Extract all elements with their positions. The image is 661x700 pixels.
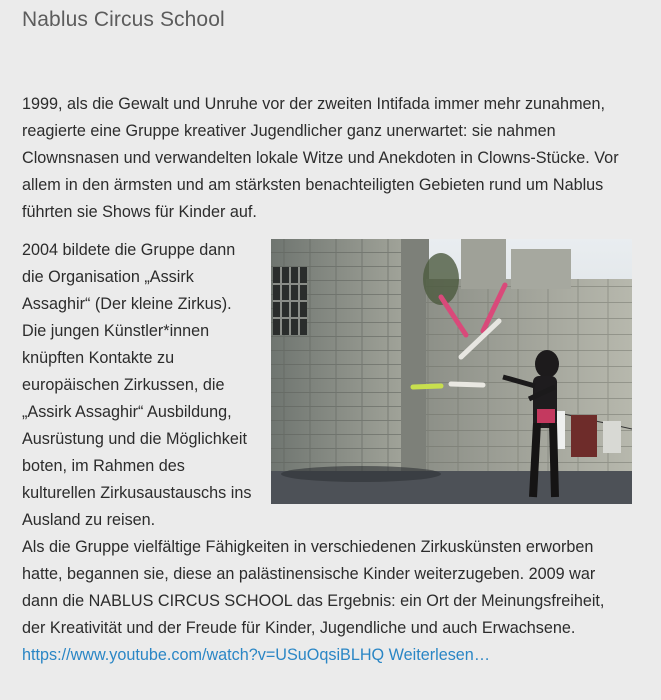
paragraph-1: 1999, als die Gewalt und Unruhe vor der zweiten Intifada immer mehr zunahmen, reagierte eine Gruppe kreativer Jugendlicher ganz unerwartet: sie nahmen Clownsnasen und verwandelten lokale Witze und Anekdoten in Clowns-Stücke. Vor allem in den ärmsten und am stärksten benachteiligten Gebieten rund um Nablus führten sie Shows für Kinder auf. (22, 95, 619, 221)
page-title: Nablus Circus School (22, 8, 225, 31)
youtube-link[interactable]: https://www.youtube.com/watch?v=USuOqsiBLHQ (22, 646, 385, 664)
paragraph-2 (22, 237, 632, 534)
paragraph-3-text: Als die Gruppe vielfältige Fähigkeiten in verschiedenen Zirkuskünsten erworben hatte, begannen sie, diese an palästinensische Kinder weiterzugeben. 2009 war dann die NABLUS CIRCUS SCHOOL das Ergebnis: ein Ort der Meinungsfreiheit, der Kreativität und der Freude für Kinder, Jugendliche und auch Erwachsene. (22, 538, 605, 637)
juggler-photo (271, 239, 632, 504)
article-body (22, 91, 632, 669)
paragraph-3 (22, 534, 632, 669)
paragraph-2-text: 2004 bildete die Gruppe dann die Organisation „Assirk Assaghir“ (Der kleine Zirkus). Die jungen Künstler*innen knüpften Kontakte zu europäischen Zirkussen, die „Assirk Assaghir“ Ausbildung, Ausrüstung und die Möglichkeit boten, im Rahmen des kulturellen Zirkusaustauschs ins Ausland zu reisen. (22, 241, 252, 529)
read-more-link[interactable]: Weiterlesen… (388, 646, 491, 664)
